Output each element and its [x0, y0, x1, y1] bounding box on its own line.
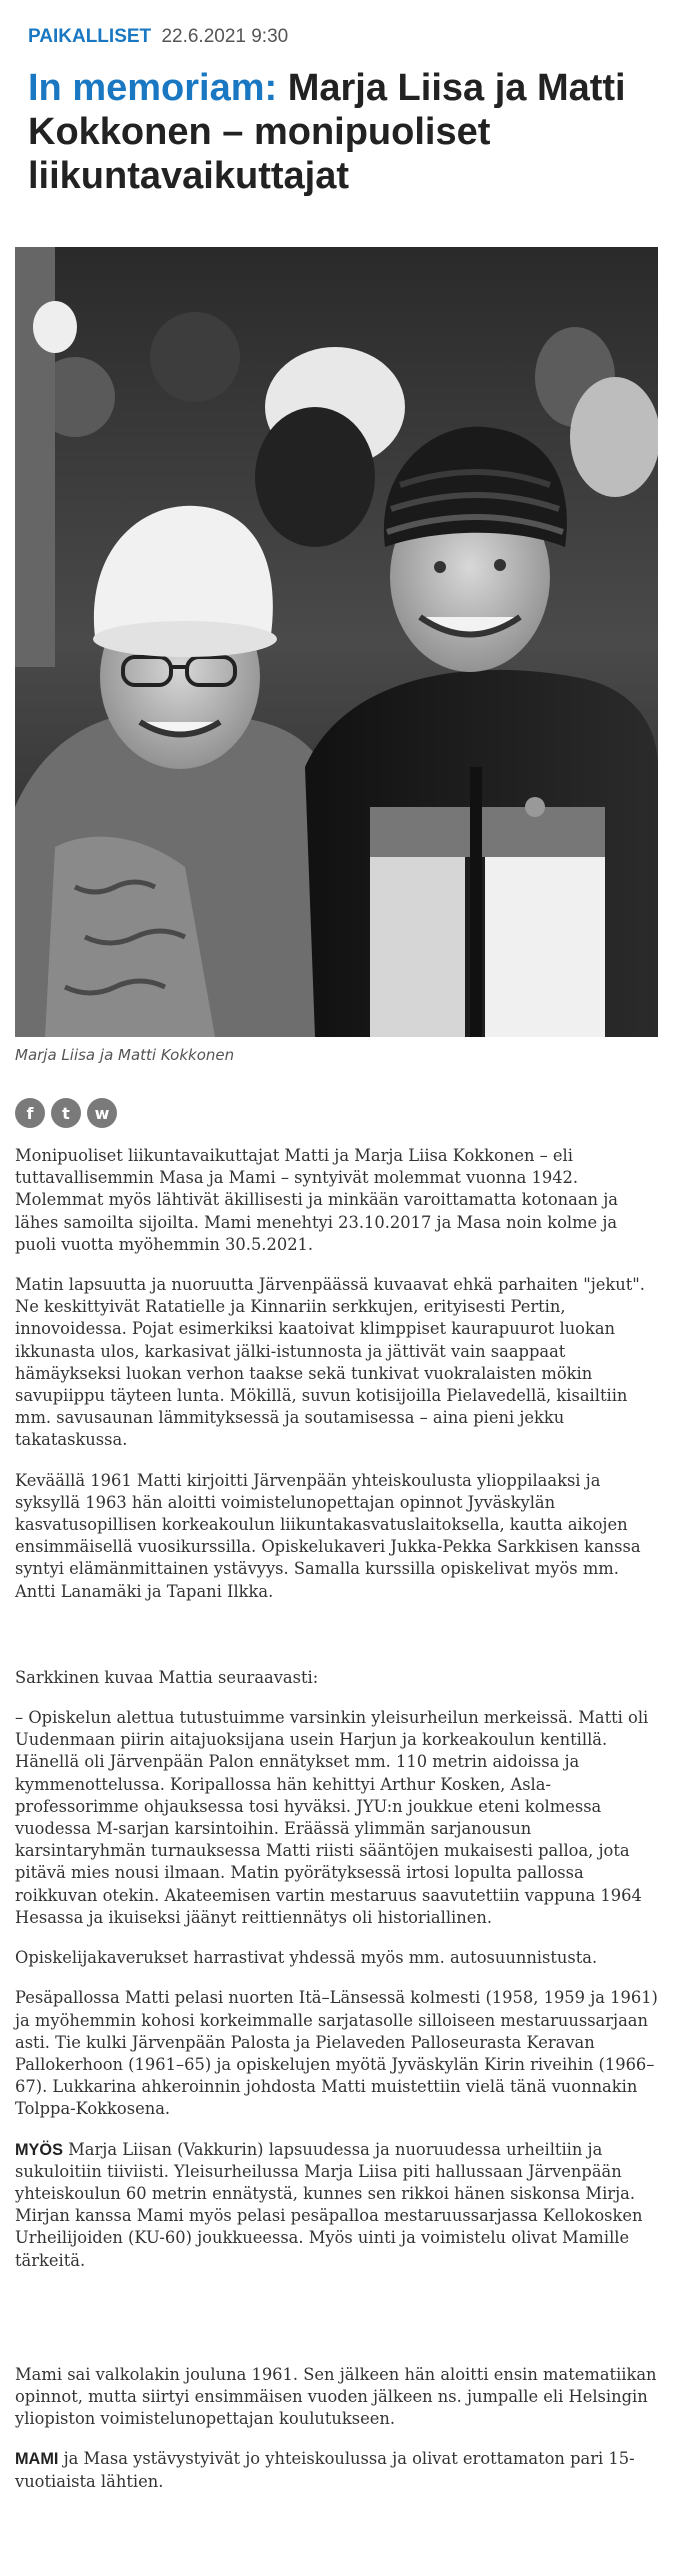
paragraph: Sarkkinen kuvaa Mattia seuraavasti: — [15, 1667, 319, 1687]
photo-caption: Marja Liisa ja Matti Kokkonen — [15, 1046, 235, 1064]
facebook-icon: f — [26, 1103, 34, 1123]
article-meta — [28, 26, 288, 48]
paragraph-lead: MAMI — [15, 2450, 59, 2469]
paragraph: Mami sai valkolakin jouluna 1961. Sen jälkeen hän aloitti ensin matematiikan opinnot, mutta siirtyi ensimmäisen vuoden jälkeen ns. jumpalle eli Helsingin yliopiston voimistelunopettajan koulutukseen. — [15, 2364, 657, 2429]
paragraph — [15, 2448, 660, 2492]
photo-illustration — [15, 247, 658, 1037]
paragraph-text: Marja Liisan (Vakkurin) lapsuudessa ja nuoruudessa urheiltiin ja sukuloitiin tiiviisti. Yleisurheilussa Marja Liisa piti hallussaan Järvenpään yhteiskoulun 60 metrin ennätystä, kunnes sen rikkoi hänen siskonsa Mirja. Mirjan kanssa Mami myös pelasi pesäpalloa mestaruussarjassa Kellokosken Urheilijoiden (KU-60) joukkueessa. Myös uinti ja voimistelu olivat Mamille tärkeitä. — [15, 2139, 643, 2270]
publish-datetime: 22.6.2021 9:30 — [161, 26, 289, 47]
paragraph: – Opiskelun alettua tutustuimme varsinkin yleisurheilun merkeissä. Matti oli Uudenmaan piirin aitajuoksijana usein Harjun ja korkeakoulun kentillä. Hänellä oli Järvenpään Palon ennätykset mm. 110 metrin aidoissa ja kymmenottelussa. Koripallossa hän kehittyi Arthur Kosken, Asla-professorimme ohjauksessa tosi hyväksi. JYU:n joukkue eteni kolmessa vuodessa M-sarjan karsintoihin. Eräässä ylimmän sarjanousun karsintaryhmän turnauksessa Matti riisti sääntöjen mukaisesti palloa, jota pitävä mies nousi ilmaan. Matin pyörätyksessä irtosi lopulta pallossa roikkuvan otekin. Akateemisen vartin mestaruus saavutettiin vappuna 1964 Hesassa ja ikuiseksi jäänyt reittiennätys oli historiallinen. — [15, 1708, 649, 1927]
paragraph — [15, 2139, 660, 2272]
paragraph-text: ja Masa ystävystyivät jo yhteiskoulussa ja olivat erottamaton pari 15-vuotiaista lähtien. — [15, 2449, 635, 2491]
paragraph: Monipuoliset liikuntavaikuttajat Matti ja Marja Liisa Kokkonen – eli tuttavallisemmin Masa ja Mami – syntyivät molemmat vuonna 1942. Molemmat myös lähtivät äkillisesti ja minkään varoittamatta kotonaan ja lähes samoilta sijoilta. Mami menehtyi 23.10.2017 ja Masa noin kolme ja puoli vuotta myöhemmin 30.5.2021. — [15, 1146, 618, 1254]
paragraph: Pesäpallossa Matti pelasi nuorten Itä–Länsessä kolmesti (1958, 1959 ja 1961) ja myöhemmin kohosi korkeimmalle sarjatasolle silloiseen mestaruussarjaan asti. Tie kulki Järvenpään Palosta ja Pielaveden Palloseurasta Keravan Pallokerhoon (1961–65) ja opiskelujen myötä Jyväskylän Kirin riveihin (1966–67). Lukkarina ahkeroinnin johdosta Matti muistettiin vielä tänä vuonnakin Tolppa-Kokkosena. — [15, 1988, 658, 2119]
article-title — [28, 66, 658, 198]
paragraph: Opiskelijakaverukset harrastivat yhdessä myös mm. autosuunnistusta. — [15, 1948, 598, 1968]
twitter-share-button[interactable] — [51, 1098, 81, 1128]
article-body — [15, 1145, 660, 2511]
title-rest: Marja Liisa ja Matti Kokkonen – monipuoliset liikuntavaikuttajat — [28, 67, 626, 197]
share-buttons — [15, 1098, 117, 1130]
paragraph: Matin lapsuutta ja nuoruutta Järvenpäässä kuvaavat ehkä parhaiten "jekut". Ne keskittyivät Ratatielle ja Kinnariin serkkujen, erityisesti Pertin, innovoidessa. Pojat esimerkiksi kaatoivat klimppiset kaurapuurot luokan ikkunasta ulos, karkasivat jälki-istunnosta ja jättivät vain saappaat hämäykseksi luokan verhon taakse sekä tunkivat vuokralaisten mökin savupiippu täyteen lunta. Mökillä, suvun kotisijoilla Pielavedellä, kisailtiin mm. savusaunan lämmityksessä ja soutamisessa – aina pieni jekku takataskussa. — [15, 1275, 645, 1450]
article-photo — [15, 247, 658, 1037]
paragraph: Keväällä 1961 Matti kirjoitti Järvenpään yhteiskoulusta ylioppilaaksi ja syksyllä 1963 hän aloitti voimistelunopettajan opinnot Jyväskylän kasvatusopillisen korkeakoulun liikuntakasvatuslaitoksella, kautta aikojen ensimmäisellä vuosikurssilla. Opiskelukaveri Jukka-Pekka Sarkkisen kanssa syntyi elämänmittainen ystävyys. Samalla kurssilla opiskelivat myös mm. Antti Lanamäki ja Tapani Ilkka. — [15, 1470, 641, 1601]
whatsapp-share-button[interactable] — [87, 1098, 117, 1128]
category-link[interactable]: PAIKALLISET — [28, 26, 152, 47]
facebook-share-button[interactable] — [15, 1098, 45, 1128]
whatsapp-icon: w — [94, 1103, 110, 1123]
title-lead: In memoriam: — [28, 67, 278, 109]
twitter-icon: t — [62, 1103, 70, 1123]
paragraph-lead: MYÖS — [15, 2140, 63, 2159]
